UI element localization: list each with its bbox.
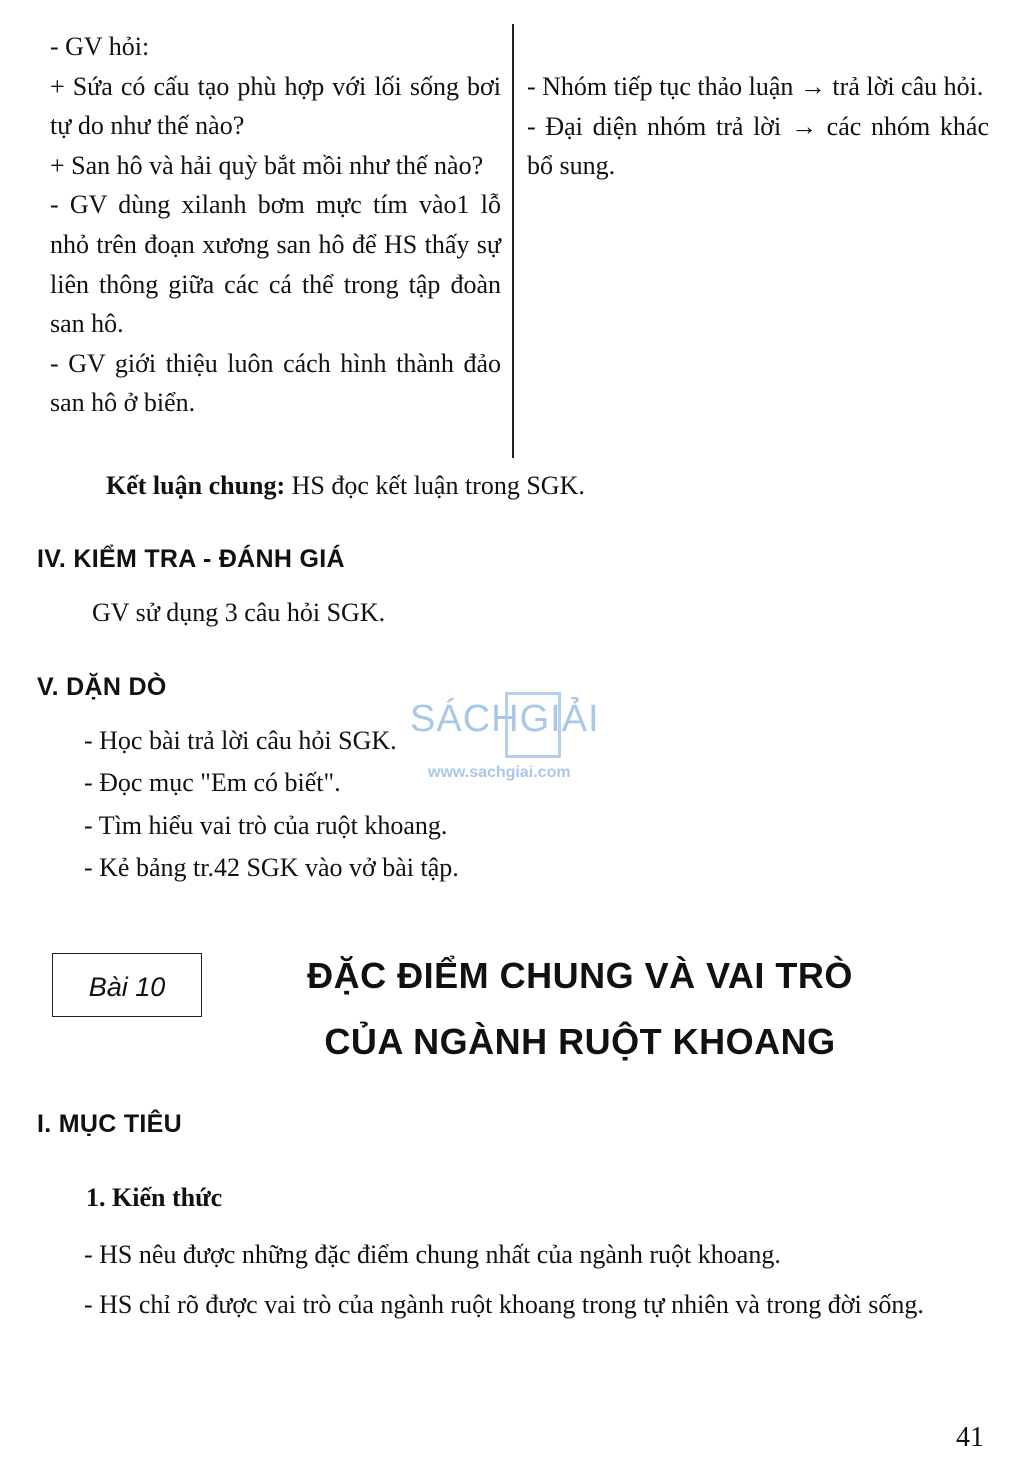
section-title-assessment: IV. KIỂM TRA - ĐÁNH GIÁ [37,545,345,573]
watermark-url: www.sachgiai.com [428,764,571,781]
teacher-activity-line: - GV dùng xilanh bơm mực tím vào1 lỗ nhỏ trên đoạn xương san hô để HS thấy sự liên thông giữa các cá thể trong tập đoàn san hô. [50,190,501,339]
subsection-title-knowledge: 1. Kiến thức [86,1183,223,1212]
teacher-activity-line: + San hô và hải quỳ bắt mồi như thế nào? [50,150,484,180]
lesson-title-line-1: ĐẶC ĐIỂM CHUNG VÀ VAI TRÒ [307,955,853,996]
section-title-objectives: I. MỤC TIÊU [37,1110,182,1138]
lesson-number: Bài 10 [88,972,166,1002]
list-item: - HS nêu được những đặc điểm chung nhất của ngành ruột khoang. [84,1240,781,1269]
list-item: - Học bài trả lời câu hỏi SGK. [84,726,397,755]
teacher-activity-line: - GV giới thiệu luôn cách hình thành đảo san hô ở biển. [50,348,501,418]
lesson-title-line-2: CỦA NGÀNH RUỘT KHOANG [324,1021,836,1062]
teacher-activity-line: + Sứa có cấu tạo phù hợp với lối sống bơi tự do như thế nào? [50,71,501,141]
teacher-activity-line: - GV hỏi: [50,32,150,61]
page-number: 41 [956,1422,984,1453]
objectives-list [84,1230,924,1330]
list-item: - Đọc mục "Em có biết". [84,768,341,798]
list-item: - Kẻ bảng tr.42 SGK vào vở bài tập. [84,852,459,882]
watermark-logo: SÁCHGIẢI [410,698,600,740]
watermark [408,688,618,788]
list-item: - HS chỉ rõ được vai trò của ngành ruột khoang trong tự nhiên và trong đời sống. [84,1290,924,1319]
lesson-number-box [52,953,202,1017]
student-activity-line: - Đại diện nhóm trả lời → các nhóm khác bổ sung. [527,111,989,181]
section-title-homework: V. DẶN DÒ [37,673,167,701]
activity-table-teacher-column [50,27,501,423]
list-item: - Tìm hiểu vai trò của ruột khoang. [84,810,448,840]
table-column-divider [512,24,514,458]
conclusion-text: HS đọc kết luận trong SGK. [285,471,585,500]
general-conclusion [106,466,585,506]
student-activity-line: - Nhóm tiếp tục thảo luận → trả lời câu hỏi. [527,72,984,101]
homework-list [84,720,459,889]
section-assessment-body: GV sử dụng 3 câu hỏi SGK. [92,598,386,627]
conclusion-label: Kết luận chung: [106,471,286,500]
activity-table-student-column [527,67,989,186]
